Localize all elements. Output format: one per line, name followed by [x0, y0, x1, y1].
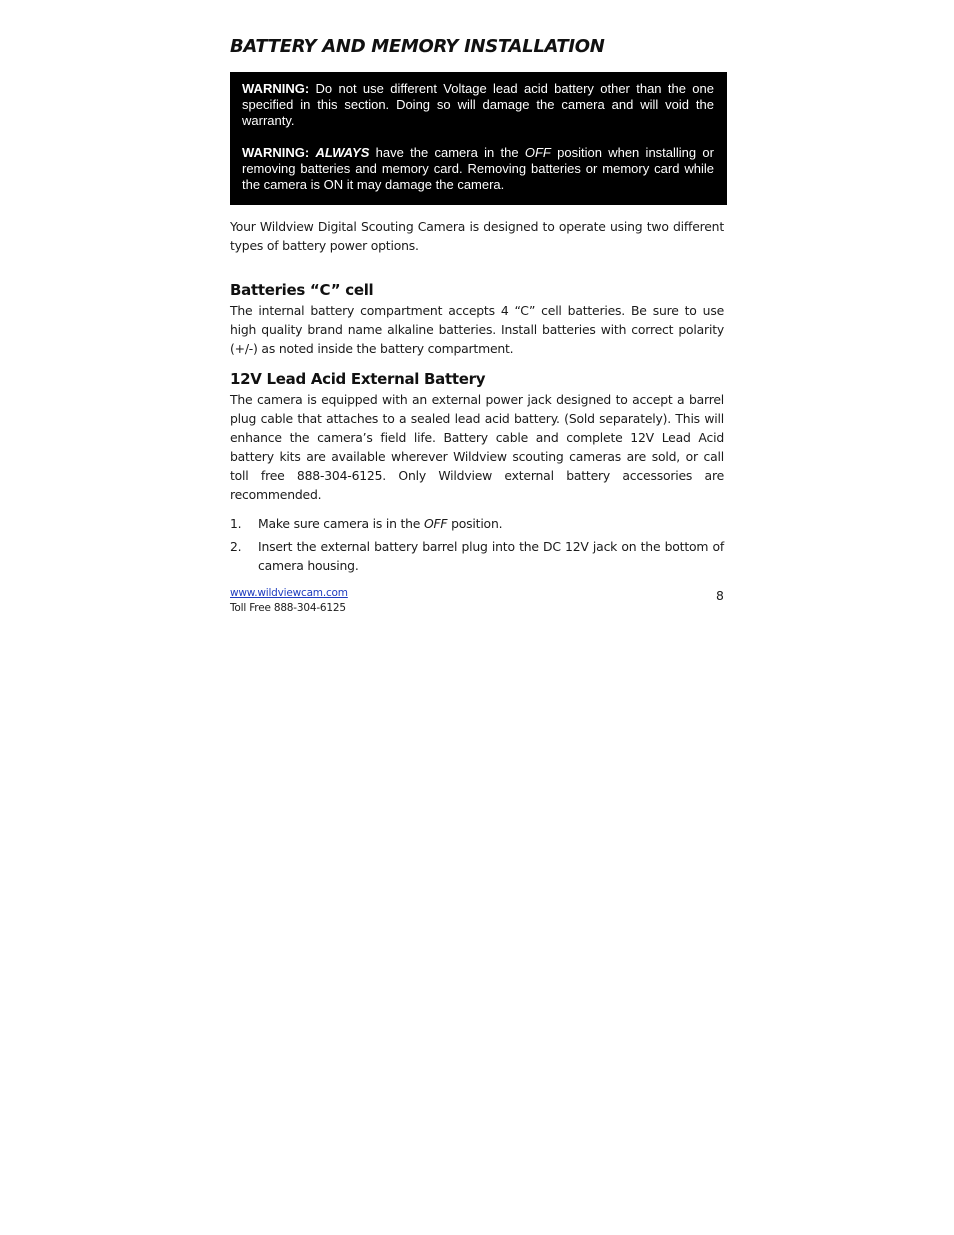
step-text: position.	[447, 516, 503, 531]
step-number: 1.	[230, 516, 242, 531]
toll-free-phone: Toll Free 888-304-6125	[230, 602, 346, 614]
section-body-lead-acid: The camera is equipped with an external power jack designed to accept a barrel plug cable that attaches to a sealed lead acid battery. (Sold separately). This will enhance the camera’s field life. Battery cable and complete 12V Lead Acid battery kits are available wherever Wildview scouting cameras are sold, or call toll free 888-304-6125. Only Wildview external battery accessories are recommended.	[230, 392, 724, 502]
warning-box	[230, 72, 727, 205]
section-heading-lead-acid: 12V Lead Acid External Battery	[230, 370, 486, 388]
warning-emphasis: ALWAYS	[315, 145, 370, 160]
off-emphasis: OFF	[423, 516, 448, 531]
section-body-c-cell: The internal battery compartment accepts 4 “C” cell batteries. Be sure to use high quality brand name alkaline batteries. Install batteries with correct polarity (+/-) as noted inside the battery compartment.	[230, 303, 724, 356]
list-item	[230, 514, 724, 533]
warning-label: WARNING:	[242, 81, 310, 96]
step-text: Insert the external battery barrel plug into the DC 12V jack on the bottom of camera housing.	[258, 539, 724, 573]
step-number: 2.	[230, 539, 242, 554]
installation-steps	[230, 514, 724, 575]
warning-text: have the camera in the	[369, 145, 525, 160]
warning-off-position	[242, 145, 714, 193]
page-title: BATTERY AND MEMORY INSTALLATION	[230, 36, 605, 57]
list-item	[230, 537, 724, 575]
intro-paragraph: Your Wildview Digital Scouting Camera is designed to operate using two different types of battery power options.	[230, 219, 724, 253]
step-text: Make sure camera is in the	[258, 516, 424, 531]
warning-text: position when installing or removing batteries and memory card. Removing batteries or memory card while the camera is ON it may damage the camera.	[242, 145, 714, 192]
website-link[interactable]: www.wildviewcam.com	[230, 587, 348, 599]
off-emphasis: OFF	[524, 145, 551, 160]
page-number: 8	[716, 588, 724, 603]
warning-text: Do not use different Voltage lead acid battery other than the one specified in this section. Doing so will damage the camera and will void the warranty.	[242, 81, 714, 128]
section-heading-c-cell: Batteries “C” cell	[230, 281, 374, 299]
warning-voltage	[242, 81, 714, 129]
warning-label: WARNING:	[242, 145, 310, 160]
